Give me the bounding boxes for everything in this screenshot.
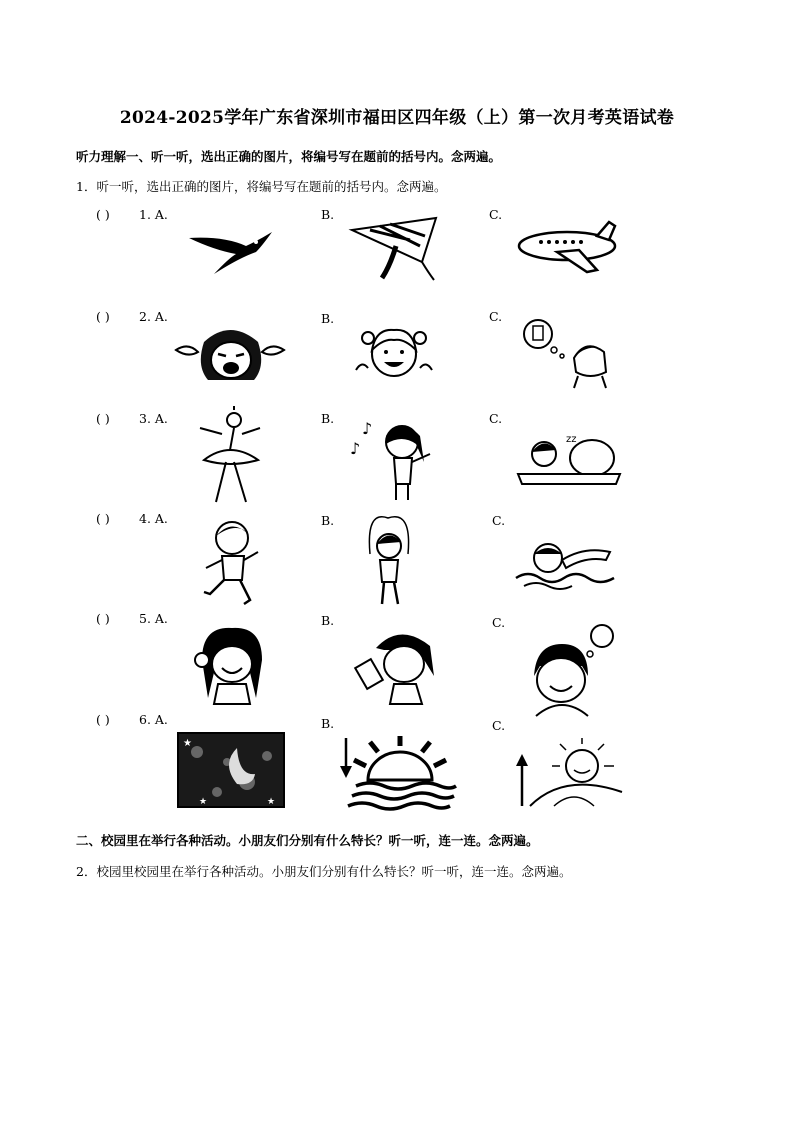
option-b-label: B. [321, 311, 335, 326]
answer-bracket[interactable]: ( ) [96, 207, 110, 222]
option-c-label: C. [492, 513, 506, 528]
girl-smelling-flower-image [192, 624, 268, 708]
answer-bracket[interactable]: ( ) [96, 411, 110, 426]
option-b-label: B. [321, 513, 335, 528]
svg-text:♪: ♪ [362, 419, 373, 438]
option-c-label: C. [489, 207, 503, 222]
section1-heading: 听力理解一、听一听，选出正确的图片，将编号写在题前的括号内。念两遍。 [76, 149, 502, 164]
question-1-instruction: 1．听一听，选出正确的图片，将编号写在题前的括号内。念两遍。 [76, 179, 447, 194]
answer-bracket[interactable]: ( ) [96, 712, 110, 727]
svg-text:zz: zz [566, 434, 577, 445]
option-c-label: C. [489, 309, 503, 324]
sunset-image [338, 734, 458, 810]
svg-text:★: ★ [183, 738, 192, 749]
svg-text:★: ★ [199, 797, 208, 807]
option-a-label: 6. A. [139, 712, 168, 727]
option-a-label: 4. A. [139, 511, 168, 526]
ballet-dancer-image [194, 406, 264, 506]
svg-text:★: ★ [267, 797, 276, 807]
option-c-label: C. [492, 615, 506, 630]
rope-skipping-boy-image [362, 514, 416, 612]
answer-bracket[interactable]: ( ) [96, 309, 110, 324]
swimming-boy-image [514, 542, 622, 590]
section2-heading: 二、校园里在举行各种活动。小朋友们分别有什么特长？听一听，连一连。念两遍。 [76, 833, 539, 848]
svg-text:♪: ♪ [350, 439, 361, 458]
sleeping-kids-image [516, 430, 622, 486]
option-b-label: B. [321, 613, 335, 628]
option-b-label: B. [321, 207, 335, 222]
running-boy-image [200, 518, 262, 606]
kite-image [350, 216, 440, 282]
question-2-instruction: 2．校园里校园里在举行各种活动。小朋友们分别有什么特长？听一听，连一连。念两遍。 [76, 864, 572, 879]
answer-bracket[interactable]: ( ) [96, 511, 110, 526]
option-c-label: C. [489, 411, 503, 426]
answer-bracket[interactable]: ( ) [96, 611, 110, 626]
girl-drinking-image [354, 628, 440, 704]
swallow-bird-image [184, 218, 274, 276]
option-a-label: 2. A. [139, 309, 168, 324]
hungry-girl-image [528, 624, 620, 718]
crying-girl-image [174, 322, 286, 386]
option-a-label: 5. A. [139, 611, 168, 626]
option-b-label: B. [321, 716, 335, 731]
happy-girl-image [354, 320, 434, 392]
thirsty-boy-image [518, 318, 614, 388]
singing-girl-image [346, 414, 434, 502]
page-title: 2024-2025学年广东省深圳市福田区四年级（上）第一次月考英语试卷 [119, 108, 675, 128]
airplane-image [517, 222, 617, 274]
sunrise-image [514, 736, 624, 808]
option-c-label: C. [492, 718, 506, 733]
option-a-label: 1. A. [139, 207, 168, 222]
night-moon-stars-image [177, 732, 285, 808]
option-a-label: 3. A. [139, 411, 168, 426]
option-b-label: B. [321, 411, 335, 426]
